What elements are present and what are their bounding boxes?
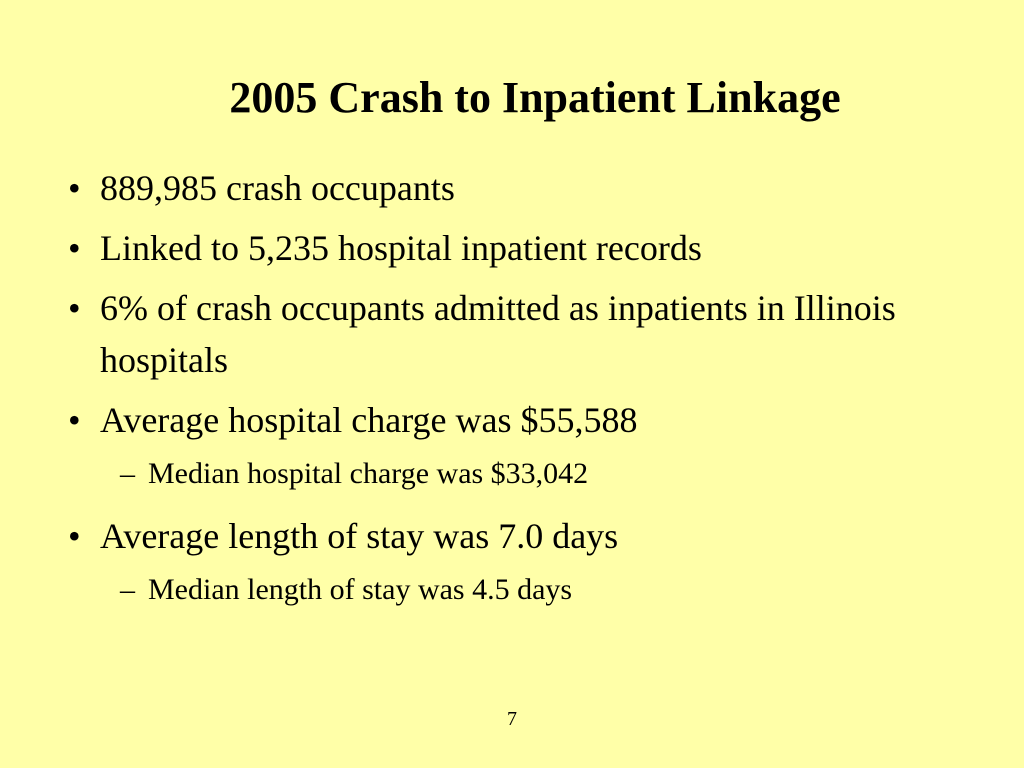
bullet-item xyxy=(60,162,960,214)
page-number: 7 xyxy=(507,708,517,730)
bullet-marker: • xyxy=(68,168,81,208)
sub-bullet-text: Median hospital charge was $33,042 xyxy=(148,457,589,490)
bullet-marker: • xyxy=(68,228,81,268)
sub-bullet-marker: – xyxy=(120,457,135,490)
bullet-text: 889,985 crash occupants xyxy=(100,168,455,208)
sub-bullet-marker: – xyxy=(120,573,135,606)
sub-bullet-item xyxy=(60,568,960,612)
bullet-item xyxy=(60,282,960,386)
sub-bullet-text: Median length of stay was 4.5 days xyxy=(148,573,573,606)
bullet-item xyxy=(60,222,960,274)
bullet-text: 6% of crash occupants admitted as inpatients in Illinois hospitals xyxy=(100,288,896,380)
sub-bullet-item xyxy=(60,452,960,496)
bullet-text: Linked to 5,235 hospital inpatient records xyxy=(100,228,702,268)
bullet-text: Average length of stay was 7.0 days xyxy=(100,516,619,556)
slide-title: 2005 Crash to Inpatient Linkage xyxy=(229,73,841,122)
bullet-marker: • xyxy=(68,400,81,440)
bullet-item xyxy=(60,394,960,446)
bullet-item xyxy=(60,510,960,562)
bullet-list xyxy=(60,162,960,626)
bullet-text: Average hospital charge was $55,588 xyxy=(100,400,638,440)
bullet-marker: • xyxy=(68,516,81,556)
bullet-marker: • xyxy=(68,288,81,328)
